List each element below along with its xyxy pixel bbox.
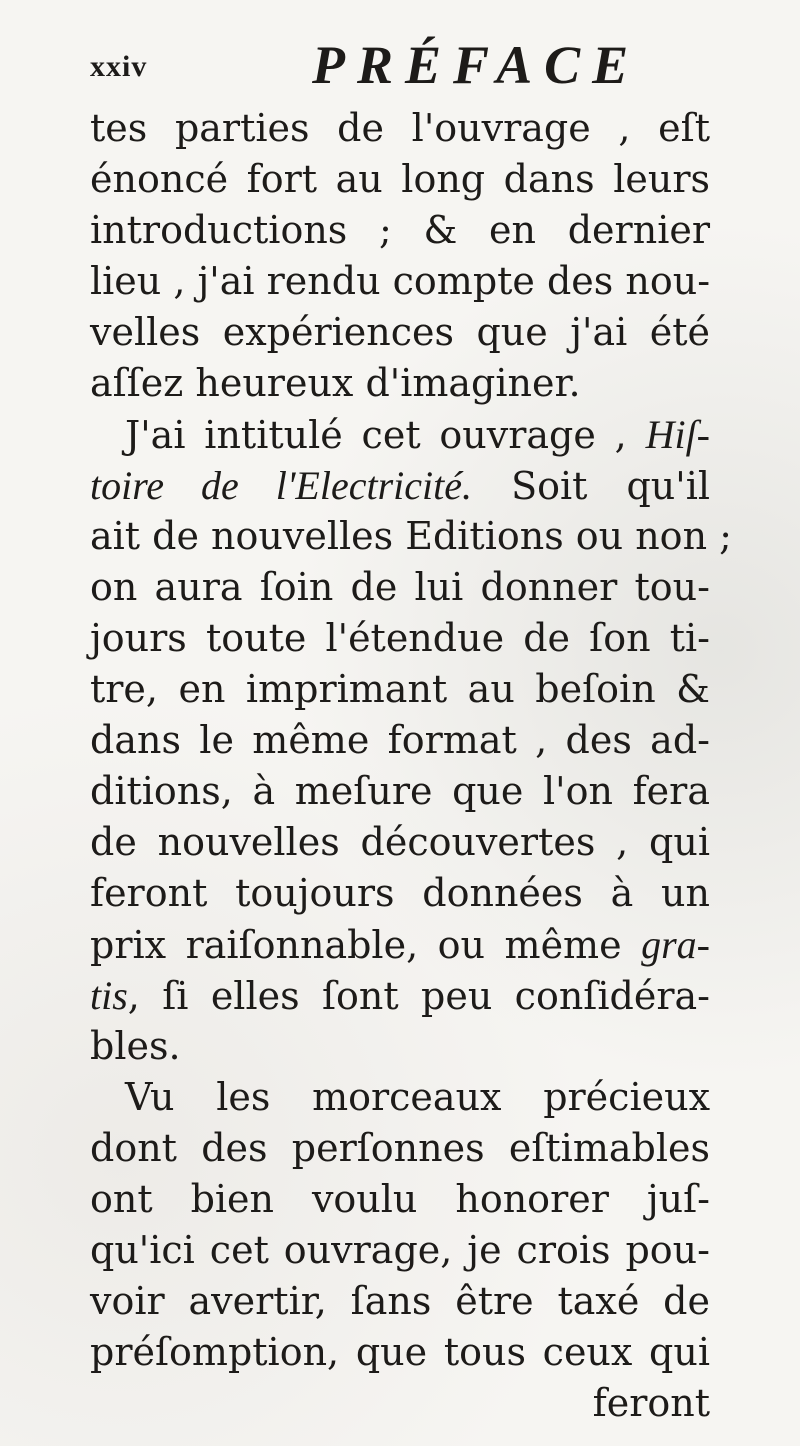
text-line xyxy=(90,256,710,307)
text-line xyxy=(90,1276,710,1327)
text-line xyxy=(90,1327,710,1378)
text-line xyxy=(90,1123,710,1174)
page-header xyxy=(90,35,710,108)
text-line xyxy=(90,205,710,256)
text-line xyxy=(90,307,710,358)
text-line xyxy=(90,868,710,919)
text-line xyxy=(90,562,710,613)
text-segment: de nouvelles découvertes , qui xyxy=(90,820,710,864)
italic-text-segment: tis xyxy=(90,973,128,1018)
text-line xyxy=(90,664,710,715)
text-segment: préſomption, que tous ceux qui xyxy=(90,1330,710,1374)
text-line xyxy=(90,154,710,205)
text-line xyxy=(90,1378,710,1429)
text-segment: dans le même format , des ad- xyxy=(90,718,710,762)
text-segment: feront toujours données à un xyxy=(90,871,710,915)
text-line xyxy=(90,511,732,562)
text-line xyxy=(90,460,710,511)
text-segment: énoncé fort au long dans leurs xyxy=(90,157,710,201)
text-segment: Vu les morceaux précieux xyxy=(125,1075,710,1119)
text-line xyxy=(90,613,710,664)
italic-text-segment: gra- xyxy=(641,922,710,967)
text-segment: feront xyxy=(592,1381,710,1425)
text-segment: tre, en imprimant au beſoin & xyxy=(90,667,710,711)
text-segment: bles. xyxy=(90,1024,181,1068)
text-segment: ait de nouvelles Editions ou non ; xyxy=(90,514,732,558)
text-segment: introductions ; & en dernier xyxy=(90,208,710,252)
text-line xyxy=(90,1225,710,1276)
text-line xyxy=(90,766,710,817)
text-segment: lieu , j'ai rendu compte des nou- xyxy=(90,259,711,303)
text-line xyxy=(90,1174,710,1225)
page-number: xxiv xyxy=(90,50,148,83)
body-text xyxy=(90,103,732,1429)
text-line xyxy=(90,970,710,1021)
italic-text-segment: toire de l'Electricité. xyxy=(90,463,473,508)
text-segment: dont des perſonnes eſtimables xyxy=(90,1126,710,1170)
text-segment: aſſez heureux d'imaginer. xyxy=(90,361,581,405)
text-line xyxy=(90,919,710,970)
text-line xyxy=(90,1021,710,1072)
text-segment: ont bien voulu honorer juſ- xyxy=(90,1177,710,1221)
text-segment: jours toute l'étendue de ſon ti- xyxy=(90,616,710,660)
text-segment: velles expériences que j'ai été xyxy=(90,310,710,354)
text-segment: voir avertir, ſans être taxé de xyxy=(90,1279,710,1323)
text-segment: tes parties de l'ouvrage , eſt xyxy=(90,106,710,150)
text-segment: J'ai intitulé cet ouvrage , xyxy=(125,413,646,457)
text-segment: qu'ici cet ouvrage, je crois pou- xyxy=(90,1228,710,1272)
text-segment: , ſi elles ſont peu conſidéra- xyxy=(127,974,710,1018)
italic-text-segment: Hiſ- xyxy=(645,412,710,457)
running-title: PRÉFACE xyxy=(312,35,641,95)
text-segment: on aura ſoin de lui donner tou- xyxy=(90,565,710,609)
text-line xyxy=(90,409,710,460)
text-line xyxy=(90,358,710,409)
text-line xyxy=(90,715,710,766)
text-segment: prix raiſonnable, ou même xyxy=(90,923,642,967)
text-line xyxy=(90,1072,710,1123)
text-line xyxy=(90,103,710,154)
text-segment: ditions, à meſure que l'on fera xyxy=(90,769,710,813)
text-line xyxy=(90,817,710,868)
text-segment: Soit qu'il xyxy=(472,464,710,508)
